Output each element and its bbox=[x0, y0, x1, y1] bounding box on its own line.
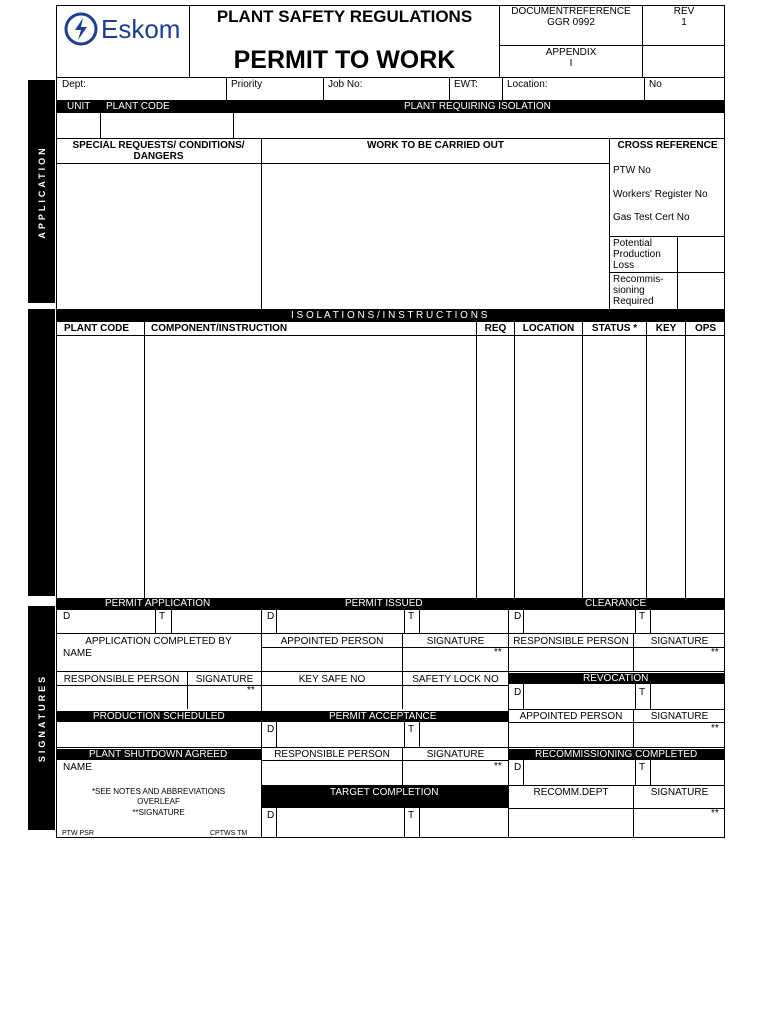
issued-time-t[interactable]: T bbox=[408, 611, 415, 622]
acceptance-signature-label: SIGNATURE bbox=[426, 749, 485, 760]
target-time-t[interactable]: T bbox=[408, 810, 415, 821]
revocation-label: REVOCATION bbox=[583, 673, 649, 684]
info-row bbox=[56, 77, 725, 101]
special-requests-header: SPECIAL REQUESTS/ CONDITIONS/ bbox=[72, 140, 245, 151]
revocation-signature-label: SIGNATURE bbox=[650, 711, 709, 722]
application-signature-mark: ** bbox=[247, 685, 255, 696]
plant-shutdown-agreed-bar bbox=[56, 749, 261, 760]
issued-appointed-person-label: APPOINTED PERSON bbox=[280, 636, 384, 647]
signatures-side-bar bbox=[28, 606, 55, 830]
target-date-d[interactable]: D bbox=[267, 810, 275, 821]
recommissioning-completed-bar bbox=[508, 749, 725, 760]
recommissioning-completed-label: RECOMMISSIONING COMPLETED bbox=[535, 749, 698, 760]
revocation-date-d[interactable]: D bbox=[514, 687, 522, 698]
revocation-signature-mark: ** bbox=[711, 723, 719, 734]
col-plant-code: PLANT CODE bbox=[64, 323, 129, 334]
application-side-label: APPLICATION bbox=[36, 144, 47, 239]
col-ops: OPS bbox=[694, 323, 717, 334]
permit-application-bar bbox=[56, 598, 725, 609]
target-completion-label: TARGET COMPLETION bbox=[330, 787, 439, 798]
recomm-dept-label: RECOMM.DEPT bbox=[533, 787, 609, 798]
unit-bar bbox=[56, 101, 725, 112]
unit-label: UNIT bbox=[67, 101, 91, 112]
revocation-time-t[interactable]: T bbox=[639, 687, 646, 698]
appendix-value: I bbox=[569, 58, 573, 69]
clearance-signature-mark: ** bbox=[711, 647, 719, 658]
application-responsible-person-label: RESPONSIBLE PERSON bbox=[63, 674, 180, 685]
clearance-label: CLEARANCE bbox=[585, 598, 647, 609]
plant-safety-title: PLANT SAFETY REGULATIONS bbox=[216, 7, 473, 26]
permit-to-work-title: PERMIT TO WORK bbox=[233, 46, 456, 74]
unit-row bbox=[56, 112, 725, 139]
notes-line-2: OVERLEAF bbox=[137, 797, 180, 806]
clearance-date-d[interactable]: D bbox=[514, 611, 522, 622]
potential-production-loss-label-2: Production bbox=[613, 249, 661, 260]
ptw-psr-code: PTW PSR bbox=[62, 830, 94, 837]
dangers-header: DANGERS bbox=[133, 151, 184, 162]
signatures-side-label: SIGNATURES bbox=[36, 673, 47, 763]
production-scheduled-label: PRODUCTION SCHEDULED bbox=[93, 711, 225, 722]
col-status: STATUS * bbox=[591, 323, 638, 334]
issued-date-d[interactable]: D bbox=[267, 611, 275, 622]
target-completion-bar bbox=[261, 786, 508, 808]
doc-ref-label: DOCUMENTREFERENCE bbox=[511, 6, 631, 17]
application-date-d[interactable]: D bbox=[63, 611, 71, 622]
clearance-time-t[interactable]: T bbox=[639, 611, 646, 622]
clearance-signature-label: SIGNATURE bbox=[650, 636, 709, 647]
application-signature-label: SIGNATURE bbox=[195, 674, 254, 685]
shutdown-name-label: NAME bbox=[63, 762, 92, 773]
revocation-appointed-person-label: APPOINTED PERSON bbox=[519, 711, 623, 722]
isolations-side-bar bbox=[28, 309, 55, 596]
eskom-brand-text: Eskom bbox=[101, 14, 181, 44]
col-key: KEY bbox=[655, 323, 677, 334]
dept-field[interactable]: Dept: bbox=[62, 79, 86, 90]
potential-production-loss-label-3: Loss bbox=[613, 260, 635, 271]
plant-code-label: PLANT CODE bbox=[106, 101, 170, 112]
acceptance-date-d[interactable]: D bbox=[267, 724, 275, 735]
recomm-signature-mark: ** bbox=[711, 808, 719, 819]
recommissioning-required-label-3: Required bbox=[613, 296, 654, 307]
isolations-title: I S O L A T I O N S / I N S T R U C T I O N S bbox=[291, 310, 488, 321]
production-scheduled-bar bbox=[56, 711, 508, 722]
doc-ref-value: GGR 0992 bbox=[547, 17, 595, 28]
key-safe-no-label: KEY SAFE NO bbox=[298, 674, 366, 685]
work-to-be-carried-out-header: WORK TO BE CARRIED OUT bbox=[366, 140, 505, 151]
issued-signature-label: SIGNATURE bbox=[426, 636, 485, 647]
permit-issued-label: PERMIT ISSUED bbox=[345, 598, 423, 609]
acceptance-responsible-person-label: RESPONSIBLE PERSON bbox=[274, 749, 390, 760]
recommissioning-required-label-2: sioning bbox=[613, 285, 645, 296]
gas-test-cert-no-field[interactable]: Gas Test Cert No bbox=[613, 212, 690, 223]
recommissioning-time-t[interactable]: T bbox=[639, 762, 646, 773]
col-location: LOCATION bbox=[522, 323, 575, 334]
potential-production-loss-label-1: Potential bbox=[613, 238, 652, 249]
permit-application-label: PERMIT APPLICATION bbox=[105, 598, 211, 609]
acceptance-time-t[interactable]: T bbox=[408, 724, 415, 735]
priority-field[interactable]: Priority bbox=[231, 79, 263, 90]
notes-line-1: *SEE NOTES AND ABBREVIATIONS bbox=[91, 787, 226, 796]
col-component-instruction: COMPONENT/INSTRUCTION bbox=[151, 323, 288, 334]
isolations-bar bbox=[56, 310, 725, 321]
rev-label: REV bbox=[673, 6, 695, 17]
job-no-field[interactable]: Job No: bbox=[328, 79, 363, 90]
recommissioning-date-d[interactable]: D bbox=[514, 762, 522, 773]
application-name-label: NAME bbox=[63, 648, 92, 659]
eskom-logo-icon bbox=[64, 12, 98, 46]
appendix-label: APPENDIX bbox=[545, 47, 597, 58]
safety-lock-no-label: SAFETY LOCK NO bbox=[412, 674, 499, 685]
ptw-no-field[interactable]: PTW No bbox=[613, 165, 651, 176]
recomm-signature-label: SIGNATURE bbox=[650, 787, 709, 798]
notes-line-3: **SIGNATURE bbox=[132, 808, 185, 817]
application-time-t[interactable]: T bbox=[159, 611, 166, 622]
eskom-logo bbox=[64, 12, 184, 46]
revocation-bar bbox=[508, 673, 725, 684]
permit-acceptance-label: PERMIT ACCEPTANCE bbox=[329, 711, 437, 722]
isolations-table bbox=[56, 321, 725, 599]
col-req: REQ bbox=[484, 323, 507, 334]
acceptance-signature-mark: ** bbox=[494, 761, 502, 772]
plant-requiring-isolation-label: PLANT REQUIRING ISOLATION bbox=[404, 101, 551, 112]
cross-reference-header: CROSS REFERENCE bbox=[617, 140, 718, 151]
clearance-responsible-person-label: RESPONSIBLE PERSON bbox=[513, 636, 629, 647]
application-completed-by-label: APPLICATION COMPLETED BY bbox=[85, 636, 232, 647]
recommissioning-required-label-1: Recommis- bbox=[613, 274, 664, 285]
no-field[interactable]: No bbox=[649, 79, 662, 90]
plant-shutdown-agreed-label: PLANT SHUTDOWN AGREED bbox=[89, 749, 228, 760]
cptws-tm-code: CPTWS TM bbox=[210, 830, 248, 837]
workers-register-no-field[interactable]: Workers' Register No bbox=[613, 189, 708, 200]
rev-value: 1 bbox=[681, 17, 687, 28]
issued-signature-mark: ** bbox=[494, 647, 502, 658]
location-field[interactable]: Location: bbox=[507, 79, 548, 90]
ewt-field[interactable]: EWT: bbox=[454, 79, 478, 90]
application-side-bar bbox=[28, 80, 55, 303]
